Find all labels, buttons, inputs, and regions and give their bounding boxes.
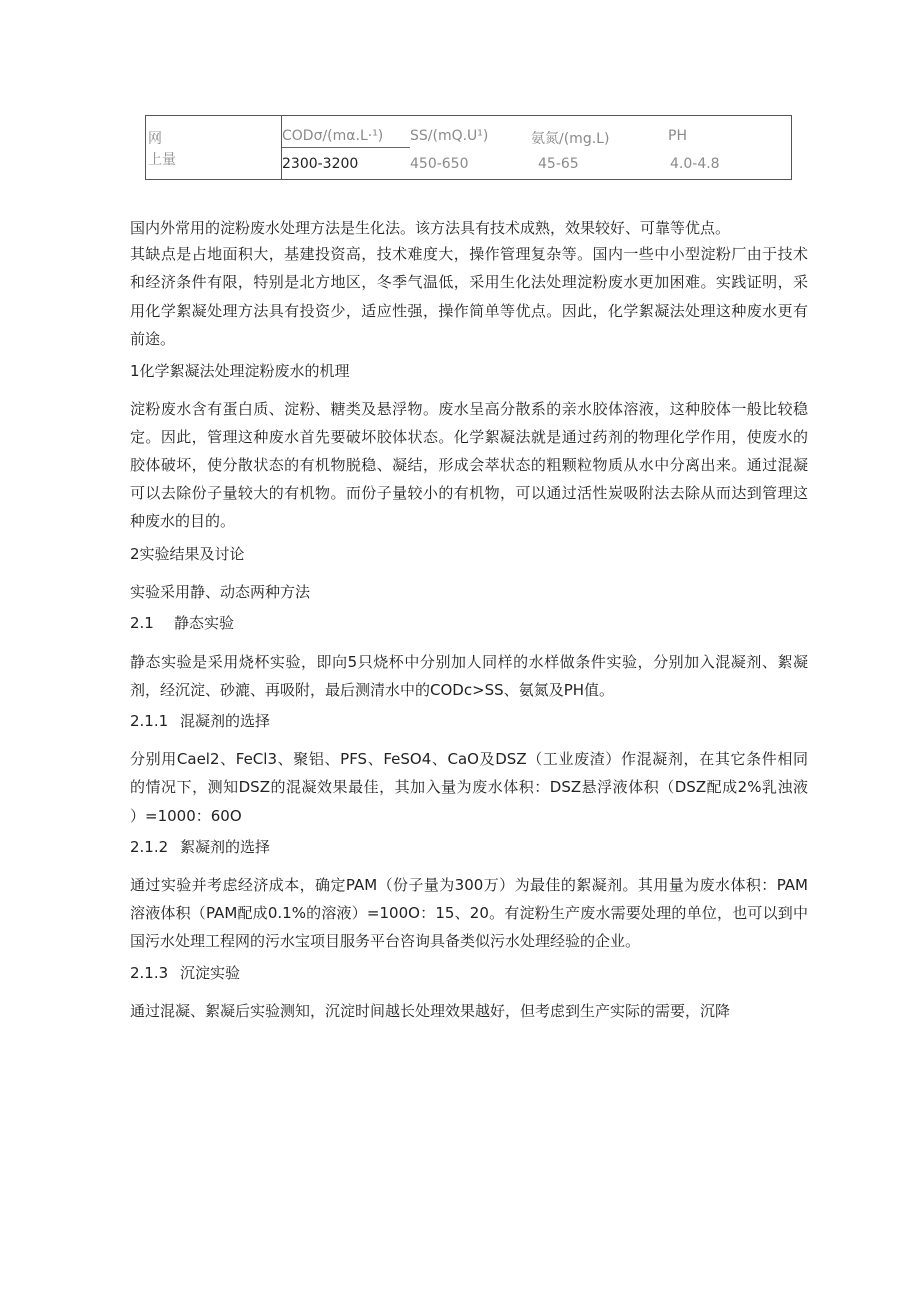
paragraph-line: 种废水的目的。 [130,512,236,530]
paragraph-line: 国内外常用的淀粉废水处理方法是生化法。该方法具有技术成熟，效果较好、可靠等优点。 [130,219,731,237]
paragraph-line: 前途。 [130,330,176,348]
paragraph-line: 其缺点是占地面积大，基建投资高，技术难度大，操作管理复杂等。国内一些中小型淀粉厂由于技术 [130,245,808,263]
header-underline [282,147,410,148]
heading-number: 2.1 [130,614,154,632]
paragraph-line: 分别用Cael2、FeCl3、聚铝、PFS、FeSO4、CaO及DSZ（工业废渣）作混凝剂，在其它条件相同 [130,750,808,768]
heading-number: 2.1.3 [130,964,169,982]
header-ph: PH [668,128,687,144]
paragraph-line: 定。因此，管理这种废水首先要破坏胶体状态。化学絮凝法就是通过药剂的物理化学作用，使废水的 [130,428,808,446]
paragraph-line: 通过混凝、絮凝后实验测知，沉淀时间越长处理效果越好，但考虑到生产实际的需要，沉降 [130,1002,731,1020]
paragraph-line: 用化学絮凝处理方法具有投资少，适应性强，操作简单等优点。因此，化学絮凝法处理这种废水更有 [130,302,808,320]
paragraph-line: 溶液体积（PAM配成0.1%的溶液）=100O：15、20。有淀粉生产废水需要处理的单位，也可以到中 [130,904,808,922]
paragraph-line: 剂，经沉淀、砂漉、再吸附，最后测清水中的CODc>SS、氨氮及PH值。 [130,681,615,699]
header-ammonia: 氨氮∕(mg.L) [531,131,610,147]
heading-number: 2.1.1 [130,712,169,730]
paragraph-line: 可以去除份子量较大的有机物。而份子量较小的有机物，可以通过活性炭吸附法去除从而达到管理这 [130,484,808,502]
value-ph: 4.0-4.8 [670,156,720,172]
section-heading-2-1-1 [130,711,270,731]
paragraph-line: 通过实验并考虑经济成本，确定PAM（份子量为300万）为最佳的絮凝剂。其用量为废水体积：PAM [130,876,808,894]
table-row-label [146,116,282,179]
header-cod: CODσ∕(mα.L·¹) [282,128,384,144]
paragraph-line: 实验采用静、动态两种方法 [130,583,311,601]
row-label-line-1: 网 [148,131,162,147]
paragraph-line: 的情况下，测知DSZ的混凝效果最佳，其加入量为废水体积：DSZ悬浮液体积（DSZ配成2%乳浊液 [130,778,808,796]
paragraph-line: 国污水处理工程网的污水宝项目服务平台咨询具备类似污水处理经验的企业。 [130,932,641,950]
heading-text: 絮凝剂的选择 [180,838,271,856]
paragraph-line: ）=1000：60O [130,807,242,825]
section-heading-2-1 [130,613,234,633]
heading-text: 静态实验 [174,614,235,632]
value-ammonia: 45-65 [538,156,579,172]
value-ss: 450-650 [410,156,469,172]
paragraph-line: 淀粉废水含有蛋白质、淀粉、糖类及悬浮物。废水呈高分散系的亲水胶体溶液，这种胶体一般比较稳 [130,400,808,418]
section-heading-1: 1化学絮凝法处理淀粉废水的机理 [130,362,350,380]
heading-number: 2.1.2 [130,838,169,856]
section-heading-2-1-3 [130,963,240,983]
value-cod: 2300-3200 [282,156,359,172]
section-heading-2: 2实验结果及讨论 [130,545,245,563]
paragraph-line: 静态实验是采用烧杯实验，即向5只烧杯中分别加人同样的水样做条件实验，分别加入混凝剂、絮凝 [130,653,808,671]
heading-text: 沉淀实验 [180,964,241,982]
heading-text: 混凝剂的选择 [180,712,271,730]
section-heading-2-1-2 [130,837,270,857]
paragraph-line: 胶体破坏，使分散状态的有机物脱稳、凝结，形成会萃状态的粗颗粒物质从水中分离出来。通过混凝 [130,456,808,474]
paragraph-line: 和经济条件有限，特别是北方地区，冬季气温低，采用生化法处理淀粉废水更加困难。实践证明，采 [130,273,808,291]
row-label-line-2: 上量 [148,152,176,168]
water-quality-table [145,115,792,180]
header-ss: SS∕(mQ.U¹) [410,128,489,144]
